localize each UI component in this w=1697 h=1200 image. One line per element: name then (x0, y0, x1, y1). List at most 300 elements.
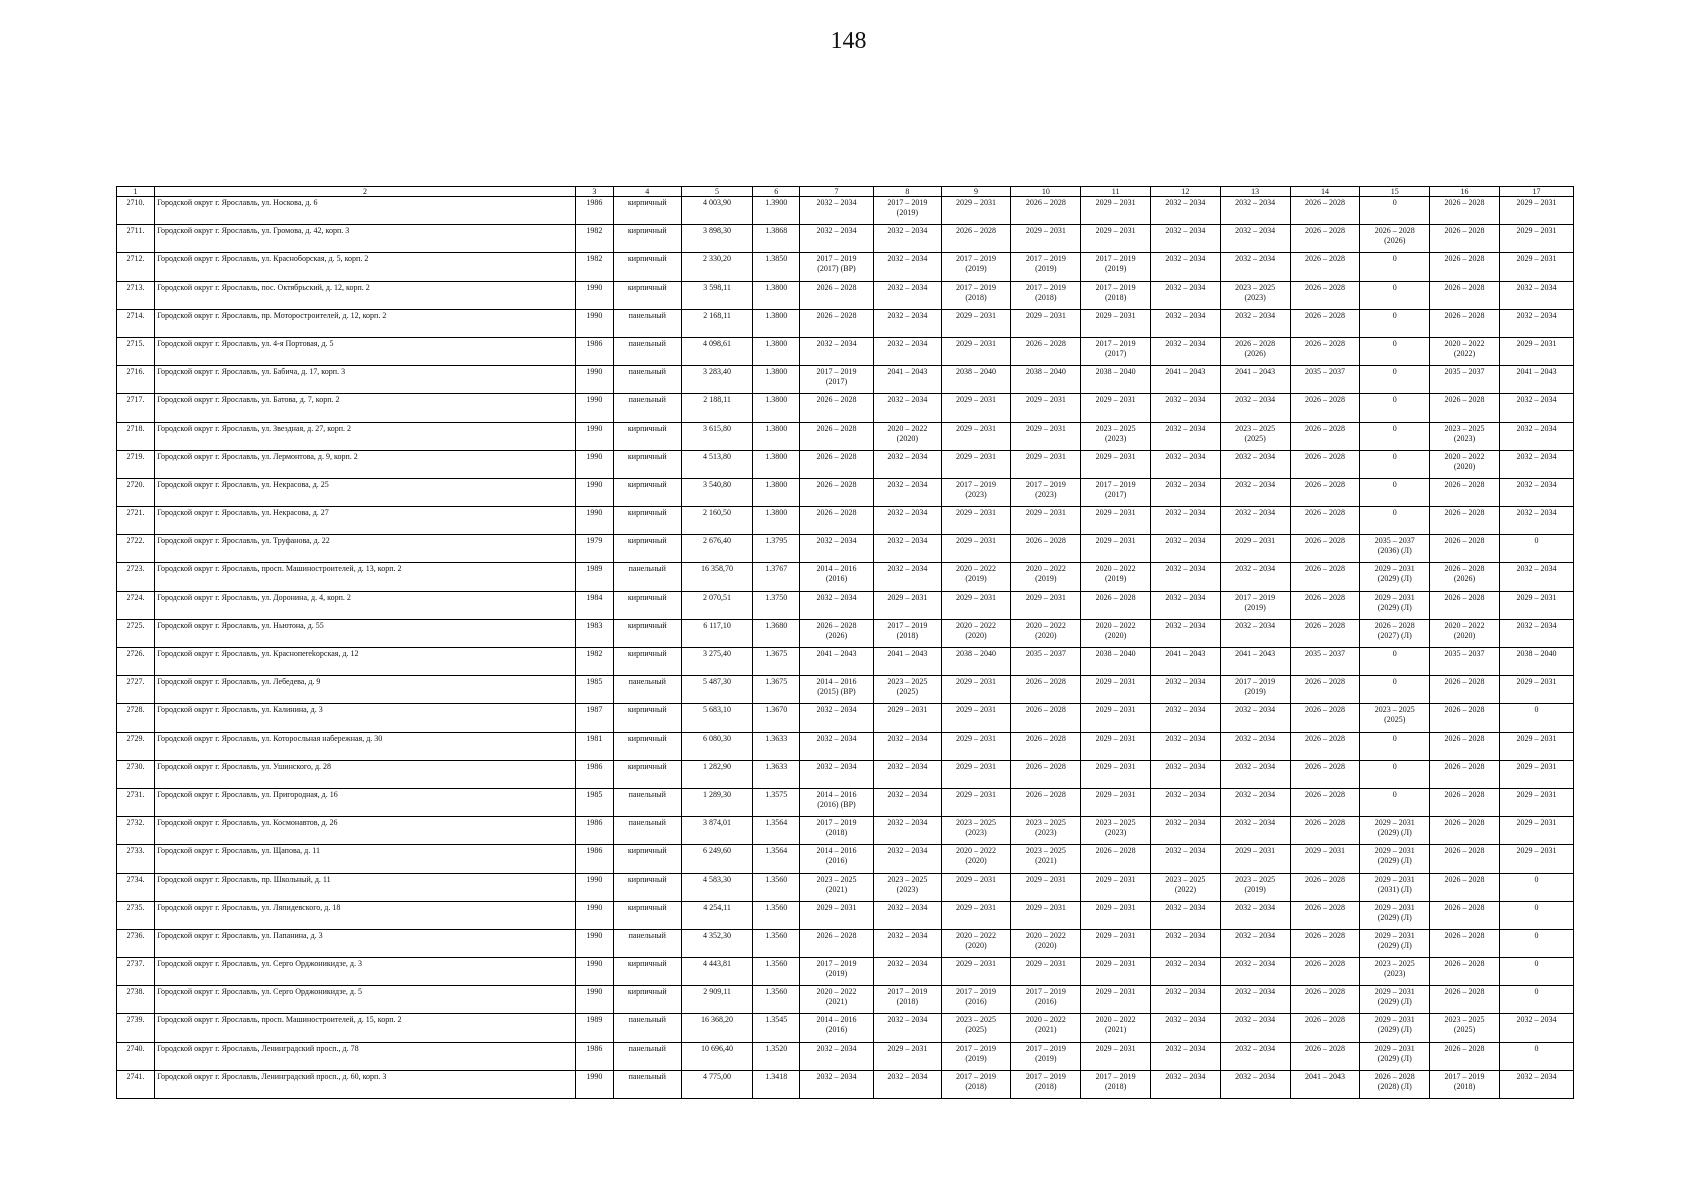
table-cell-col-13: 2017 – 2019 (2019) (1220, 676, 1290, 704)
table-cell-col-2: Городской округ г. Ярославль, ул. Звездная, д. 27, корп. 2 (155, 422, 576, 450)
table-cell-col-1: 2713. (117, 281, 155, 309)
table-cell-col-3: 1989 (575, 563, 613, 591)
table-cell-col-14: 2026 – 2028 (1290, 253, 1360, 281)
table-cell-col-10: 2020 – 2022 (2020) (1011, 619, 1081, 647)
table-cell-col-1: 2720. (117, 478, 155, 506)
table-cell-col-15: 0 (1360, 507, 1430, 535)
table-cell-col-17: 2029 – 2031 (1499, 197, 1573, 225)
table-cell-col-1: 2736. (117, 929, 155, 957)
table-cell-col-15: 0 (1360, 366, 1430, 394)
table-cell-col-2: Городской округ г. Ярославль, ул. Громова, д. 42, корп. 3 (155, 225, 576, 253)
table-row (117, 309, 1574, 337)
table-cell-col-17: 2032 – 2034 (1499, 1070, 1573, 1098)
table-cell-col-5: 6 080,30 (681, 732, 753, 760)
table-row (117, 676, 1574, 704)
column-header-9: 9 (941, 187, 1011, 197)
table-cell-col-14: 2041 – 2043 (1290, 1070, 1360, 1098)
table-cell-col-6: 1.3800 (753, 507, 800, 535)
table-cell-col-2: Городской округ г. Ярославль, ул. Серго Орджоникидзе, д. 5 (155, 986, 576, 1014)
table-cell-col-14: 2026 – 2028 (1290, 197, 1360, 225)
table-cell-col-9: 2029 – 2031 (941, 704, 1011, 732)
table-cell-col-5: 4 513,80 (681, 450, 753, 478)
table-cell-col-12: 2032 – 2034 (1151, 732, 1221, 760)
column-header-7: 7 (800, 187, 874, 197)
table-cell-col-15: 2023 – 2025 (2023) (1360, 958, 1430, 986)
table-cell-col-17: 2038 – 2040 (1499, 648, 1573, 676)
table-cell-col-7: 2014 – 2016 (2016) (800, 1014, 874, 1042)
table-cell-col-16: 2026 – 2028 (1430, 676, 1500, 704)
table-cell-col-4: кирпичный (613, 197, 681, 225)
table-cell-col-8: 2020 – 2022 (2020) (874, 422, 942, 450)
table-cell-col-6: 1.3800 (753, 394, 800, 422)
table-cell-col-6: 1.3900 (753, 197, 800, 225)
table-cell-col-5: 4 003,90 (681, 197, 753, 225)
table-cell-col-6: 1.3670 (753, 704, 800, 732)
table-cell-col-2: Городской округ г. Ярославль, ул. 4-я Портовая, д. 5 (155, 337, 576, 365)
table-cell-col-4: кирпичный (613, 619, 681, 647)
table-cell-col-15: 0 (1360, 281, 1430, 309)
table-cell-col-15: 0 (1360, 648, 1430, 676)
table-cell-col-9: 2029 – 2031 (941, 197, 1011, 225)
table-cell-col-15: 2029 – 2031 (2029) (Л) (1360, 845, 1430, 873)
table-cell-col-2: Городской округ г. Ярославль, ул. Некрасова, д. 25 (155, 478, 576, 506)
table-cell-col-9: 2029 – 2031 (941, 901, 1011, 929)
table-cell-col-4: кирпичный (613, 422, 681, 450)
table-cell-col-15: 0 (1360, 309, 1430, 337)
table-cell-col-13: 2032 – 2034 (1220, 704, 1290, 732)
table-cell-col-8: 2032 – 2034 (874, 281, 942, 309)
table-row (117, 394, 1574, 422)
table-cell-col-1: 2735. (117, 901, 155, 929)
table-cell-col-16: 2026 – 2028 (1430, 253, 1500, 281)
table-cell-col-10: 2026 – 2028 (1011, 732, 1081, 760)
table-cell-col-12: 2032 – 2034 (1151, 591, 1221, 619)
table-cell-col-8: 2032 – 2034 (874, 507, 942, 535)
table-cell-col-17: 0 (1499, 929, 1573, 957)
table-cell-col-17: 2029 – 2031 (1499, 732, 1573, 760)
table-cell-col-11: 2023 – 2025 (2023) (1081, 422, 1151, 450)
table-cell-col-8: 2032 – 2034 (874, 309, 942, 337)
table-cell-col-13: 2032 – 2034 (1220, 1042, 1290, 1070)
table-cell-col-9: 2017 – 2019 (2018) (941, 281, 1011, 309)
table-cell-col-7: 2017 – 2019 (2018) (800, 817, 874, 845)
table-cell-col-2: Городской округ г. Ярославль, ул. Лебедева, д. 9 (155, 676, 576, 704)
table-cell-col-8: 2017 – 2019 (2018) (874, 986, 942, 1014)
table-cell-col-5: 6 117,10 (681, 619, 753, 647)
table-cell-col-16: 2026 – 2028 (1430, 478, 1500, 506)
table-cell-col-3: 1986 (575, 760, 613, 788)
table-cell-col-8: 2032 – 2034 (874, 253, 942, 281)
table-cell-col-5: 4 254,11 (681, 901, 753, 929)
table-cell-col-2: Городской округ г. Ярославль, ул. Папанина, д. 3 (155, 929, 576, 957)
table-cell-col-9: 2038 – 2040 (941, 648, 1011, 676)
table-row (117, 788, 1574, 816)
table-cell-col-9: 2029 – 2031 (941, 535, 1011, 563)
table-cell-col-5: 2 909,11 (681, 986, 753, 1014)
table-cell-col-4: кирпичный (613, 225, 681, 253)
table-cell-col-17: 2032 – 2034 (1499, 1014, 1573, 1042)
table-cell-col-2: Городской округ г. Ярославль, ул. Пригородная, д. 16 (155, 788, 576, 816)
table-cell-col-16: 2026 – 2028 (1430, 1042, 1500, 1070)
table-cell-col-5: 3 540,80 (681, 478, 753, 506)
table-cell-col-16: 2026 – 2028 (1430, 704, 1500, 732)
table-cell-col-13: 2032 – 2034 (1220, 732, 1290, 760)
table-cell-col-17: 2029 – 2031 (1499, 225, 1573, 253)
table-cell-col-14: 2026 – 2028 (1290, 225, 1360, 253)
table-cell-col-14: 2026 – 2028 (1290, 507, 1360, 535)
table-cell-col-4: кирпичный (613, 760, 681, 788)
table-cell-col-12: 2032 – 2034 (1151, 704, 1221, 732)
table-cell-col-10: 2029 – 2031 (1011, 958, 1081, 986)
table-cell-col-11: 2029 – 2031 (1081, 450, 1151, 478)
table-cell-col-7: 2026 – 2028 (800, 281, 874, 309)
table-cell-col-6: 1.3560 (753, 929, 800, 957)
table-cell-col-8: 2032 – 2034 (874, 929, 942, 957)
table-cell-col-2: Городской округ г. Ярославль, пос. Октябрьский, д. 12, корп. 2 (155, 281, 576, 309)
table-cell-col-3: 1986 (575, 337, 613, 365)
table-cell-col-9: 2029 – 2031 (941, 676, 1011, 704)
table-cell-col-5: 4 775,00 (681, 1070, 753, 1098)
table-cell-col-1: 2726. (117, 648, 155, 676)
column-header-6: 6 (753, 187, 800, 197)
table-row (117, 225, 1574, 253)
table-cell-col-7: 2014 – 2016 (2016) (800, 563, 874, 591)
table-cell-col-1: 2722. (117, 535, 155, 563)
table-cell-col-8: 2032 – 2034 (874, 337, 942, 365)
column-header-1: 1 (117, 187, 155, 197)
table-cell-col-11: 2029 – 2031 (1081, 732, 1151, 760)
table-row (117, 958, 1574, 986)
table-cell-col-14: 2026 – 2028 (1290, 619, 1360, 647)
table-cell-col-1: 2728. (117, 704, 155, 732)
table-row (117, 901, 1574, 929)
table-cell-col-10: 2017 – 2019 (2019) (1011, 253, 1081, 281)
table-cell-col-1: 2714. (117, 309, 155, 337)
table-cell-col-8: 2041 – 2043 (874, 366, 942, 394)
table-cell-col-9: 2020 – 2022 (2020) (941, 619, 1011, 647)
table-cell-col-2: Городской округ г. Ярославль, просп. Машиностроителей, д. 13, корп. 2 (155, 563, 576, 591)
table-cell-col-9: 2020 – 2022 (2019) (941, 563, 1011, 591)
table-cell-col-9: 2029 – 2031 (941, 309, 1011, 337)
table-cell-col-6: 1.3767 (753, 563, 800, 591)
table-cell-col-13: 2032 – 2034 (1220, 478, 1290, 506)
table-cell-col-11: 2017 – 2019 (2018) (1081, 1070, 1151, 1098)
table-cell-col-15: 0 (1360, 788, 1430, 816)
table-cell-col-2: Городской округ г. Ярославль, Ленинградский просп., д. 60, корп. 3 (155, 1070, 576, 1098)
table-cell-col-8: 2032 – 2034 (874, 478, 942, 506)
table-row (117, 507, 1574, 535)
table-cell-col-16: 2026 – 2028 (1430, 986, 1500, 1014)
table-cell-col-3: 1983 (575, 619, 613, 647)
table-cell-col-16: 2026 – 2028 (1430, 817, 1500, 845)
table-cell-col-12: 2032 – 2034 (1151, 225, 1221, 253)
table-cell-col-13: 2032 – 2034 (1220, 197, 1290, 225)
table-cell-col-13: 2032 – 2034 (1220, 563, 1290, 591)
column-header-11: 11 (1081, 187, 1151, 197)
table-cell-col-2: Городской округ г. Ярославль, ул. Лермонтова, д. 9, корп. 2 (155, 450, 576, 478)
table-cell-col-3: 1990 (575, 507, 613, 535)
table-cell-col-11: 2017 – 2019 (2018) (1081, 281, 1151, 309)
table-cell-col-14: 2026 – 2028 (1290, 676, 1360, 704)
table-cell-col-10: 2026 – 2028 (1011, 704, 1081, 732)
table-cell-col-2: Городской округ г. Ярославль, ул. Калинина, д. 3 (155, 704, 576, 732)
column-header-5: 5 (681, 187, 753, 197)
table-cell-col-4: панельный (613, 788, 681, 816)
table-cell-col-16: 2023 – 2025 (2025) (1430, 1014, 1500, 1042)
table-cell-col-7: 2032 – 2034 (800, 197, 874, 225)
table-cell-col-7: 2026 – 2028 (800, 422, 874, 450)
table-cell-col-7: 2041 – 2043 (800, 648, 874, 676)
table-row (117, 478, 1574, 506)
table-cell-col-5: 2 160,50 (681, 507, 753, 535)
table-cell-col-3: 1990 (575, 422, 613, 450)
table-cell-col-13: 2032 – 2034 (1220, 901, 1290, 929)
table-cell-col-8: 2032 – 2034 (874, 563, 942, 591)
table-cell-col-12: 2032 – 2034 (1151, 1014, 1221, 1042)
table-cell-col-3: 1985 (575, 788, 613, 816)
table-cell-col-12: 2032 – 2034 (1151, 788, 1221, 816)
table-cell-col-6: 1.3560 (753, 958, 800, 986)
table-cell-col-17: 2029 – 2031 (1499, 788, 1573, 816)
table-cell-col-10: 2026 – 2028 (1011, 337, 1081, 365)
table-cell-col-4: панельный (613, 337, 681, 365)
table-cell-col-9: 2029 – 2031 (941, 788, 1011, 816)
table-cell-col-13: 2026 – 2028 (2026) (1220, 337, 1290, 365)
table-cell-col-7: 2026 – 2028 (800, 450, 874, 478)
table-cell-col-5: 2 168,11 (681, 309, 753, 337)
column-header-17: 17 (1499, 187, 1573, 197)
table-cell-col-10: 2029 – 2031 (1011, 591, 1081, 619)
table-cell-col-2: Городской округ г. Ярославль, пр. Школьный, д. 11 (155, 873, 576, 901)
table-cell-col-3: 1990 (575, 986, 613, 1014)
table-cell-col-13: 2032 – 2034 (1220, 817, 1290, 845)
table-cell-col-1: 2727. (117, 676, 155, 704)
table-cell-col-6: 1.3800 (753, 366, 800, 394)
table-cell-col-11: 2029 – 2031 (1081, 901, 1151, 929)
table-cell-col-16: 2026 – 2028 (1430, 507, 1500, 535)
table-cell-col-2: Городской округ г. Ярославль, ул. Бабича, д. 17, корп. 3 (155, 366, 576, 394)
table-row (117, 422, 1574, 450)
table-cell-col-13: 2023 – 2025 (2023) (1220, 281, 1290, 309)
table-cell-col-10: 2035 – 2037 (1011, 648, 1081, 676)
table-cell-col-2: Городской округ г. Ярославль, ул. Труфанова, д. 22 (155, 535, 576, 563)
table-cell-col-17: 2029 – 2031 (1499, 591, 1573, 619)
table-cell-col-1: 2734. (117, 873, 155, 901)
table-cell-col-17: 0 (1499, 873, 1573, 901)
table-row (117, 732, 1574, 760)
table-cell-col-6: 1.3800 (753, 337, 800, 365)
table-cell-col-8: 2032 – 2034 (874, 225, 942, 253)
table-cell-col-12: 2032 – 2034 (1151, 901, 1221, 929)
table-cell-col-12: 2032 – 2034 (1151, 929, 1221, 957)
table-cell-col-2: Городской округ г. Ярославль, ул. Космонавтов, д. 26 (155, 817, 576, 845)
table-cell-col-10: 2029 – 2031 (1011, 225, 1081, 253)
table-cell-col-12: 2032 – 2034 (1151, 422, 1221, 450)
table-cell-col-12: 2041 – 2043 (1151, 648, 1221, 676)
table-cell-col-14: 2026 – 2028 (1290, 309, 1360, 337)
table-cell-col-4: кирпичный (613, 253, 681, 281)
table-cell-col-5: 3 598,11 (681, 281, 753, 309)
table-cell-col-12: 2032 – 2034 (1151, 450, 1221, 478)
table-cell-col-4: панельный (613, 1042, 681, 1070)
table-cell-col-9: 2017 – 2019 (2023) (941, 478, 1011, 506)
table-row (117, 704, 1574, 732)
table-cell-col-14: 2026 – 2028 (1290, 535, 1360, 563)
table-cell-col-13: 2032 – 2034 (1220, 788, 1290, 816)
table-cell-col-8: 2029 – 2031 (874, 704, 942, 732)
table-cell-col-7: 2032 – 2034 (800, 1042, 874, 1070)
table-cell-col-9: 2029 – 2031 (941, 507, 1011, 535)
table-cell-col-11: 2029 – 2031 (1081, 704, 1151, 732)
table-cell-col-5: 1 289,30 (681, 788, 753, 816)
table-cell-col-3: 1986 (575, 845, 613, 873)
table-cell-col-15: 0 (1360, 450, 1430, 478)
table-cell-col-4: панельный (613, 366, 681, 394)
table-cell-col-1: 2715. (117, 337, 155, 365)
table-row (117, 563, 1574, 591)
table-cell-col-10: 2017 – 2019 (2016) (1011, 986, 1081, 1014)
table-cell-col-9: 2029 – 2031 (941, 732, 1011, 760)
table-cell-col-13: 2029 – 2031 (1220, 845, 1290, 873)
table-cell-col-3: 1981 (575, 732, 613, 760)
table-cell-col-8: 2032 – 2034 (874, 450, 942, 478)
table-cell-col-16: 2035 – 2037 (1430, 366, 1500, 394)
table-cell-col-1: 2718. (117, 422, 155, 450)
table-cell-col-11: 2020 – 2022 (2020) (1081, 619, 1151, 647)
table-cell-col-11: 2020 – 2022 (2021) (1081, 1014, 1151, 1042)
table-cell-col-16: 2026 – 2028 (1430, 225, 1500, 253)
table-cell-col-3: 1990 (575, 309, 613, 337)
table-cell-col-2: Городской округ г. Ярославль, ул. Красноборская, д. 5, корп. 2 (155, 253, 576, 281)
table-cell-col-15: 0 (1360, 337, 1430, 365)
table-cell-col-13: 2041 – 2043 (1220, 366, 1290, 394)
column-header-8: 8 (874, 187, 942, 197)
data-table-container (116, 186, 1574, 1099)
table-cell-col-9: 2038 – 2040 (941, 366, 1011, 394)
table-cell-col-16: 2020 – 2022 (2020) (1430, 450, 1500, 478)
table-cell-col-7: 2014 – 2016 (2016) (ВР) (800, 788, 874, 816)
table-cell-col-11: 2026 – 2028 (1081, 845, 1151, 873)
table-cell-col-12: 2032 – 2034 (1151, 760, 1221, 788)
table-cell-col-4: кирпичный (613, 478, 681, 506)
table-cell-col-6: 1.3575 (753, 788, 800, 816)
table-row (117, 845, 1574, 873)
table-cell-col-14: 2026 – 2028 (1290, 760, 1360, 788)
table-cell-col-14: 2026 – 2028 (1290, 732, 1360, 760)
table-cell-col-1: 2730. (117, 760, 155, 788)
table-cell-col-4: кирпичный (613, 845, 681, 873)
table-cell-col-10: 2029 – 2031 (1011, 507, 1081, 535)
column-header-3: 3 (575, 187, 613, 197)
table-cell-col-1: 2719. (117, 450, 155, 478)
table-cell-col-11: 2029 – 2031 (1081, 535, 1151, 563)
table-cell-col-5: 4 098,61 (681, 337, 753, 365)
table-cell-col-14: 2026 – 2028 (1290, 817, 1360, 845)
table-cell-col-9: 2029 – 2031 (941, 337, 1011, 365)
table-cell-col-10: 2029 – 2031 (1011, 394, 1081, 422)
table-cell-col-16: 2026 – 2028 (1430, 591, 1500, 619)
table-cell-col-9: 2029 – 2031 (941, 873, 1011, 901)
table-cell-col-17: 0 (1499, 901, 1573, 929)
table-cell-col-14: 2026 – 2028 (1290, 1014, 1360, 1042)
table-cell-col-5: 2 676,40 (681, 535, 753, 563)
table-row (117, 986, 1574, 1014)
table-cell-col-8: 2032 – 2034 (874, 732, 942, 760)
table-cell-col-17: 2029 – 2031 (1499, 253, 1573, 281)
table-row (117, 817, 1574, 845)
table-cell-col-11: 2038 – 2040 (1081, 648, 1151, 676)
table-cell-col-14: 2026 – 2028 (1290, 591, 1360, 619)
table-row (117, 1014, 1574, 1042)
table-cell-col-12: 2032 – 2034 (1151, 958, 1221, 986)
table-cell-col-7: 2026 – 2028 (800, 309, 874, 337)
table-cell-col-10: 2023 – 2025 (2023) (1011, 817, 1081, 845)
table-cell-col-6: 1.3560 (753, 986, 800, 1014)
table-cell-col-12: 2023 – 2025 (2022) (1151, 873, 1221, 901)
table-cell-col-13: 2032 – 2034 (1220, 253, 1290, 281)
table-cell-col-13: 2017 – 2019 (2019) (1220, 591, 1290, 619)
table-cell-col-8: 2032 – 2034 (874, 760, 942, 788)
table-cell-col-2: Городской округ г. Ярославль, Ленинградский просп., д. 78 (155, 1042, 576, 1070)
table-cell-col-3: 1990 (575, 394, 613, 422)
table-cell-col-12: 2032 – 2034 (1151, 507, 1221, 535)
table-cell-col-14: 2026 – 2028 (1290, 986, 1360, 1014)
table-cell-col-4: кирпичный (613, 958, 681, 986)
table-cell-col-5: 4 583,30 (681, 873, 753, 901)
table-cell-col-1: 2725. (117, 619, 155, 647)
table-cell-col-6: 1.3564 (753, 817, 800, 845)
table-cell-col-8: 2029 – 2031 (874, 1042, 942, 1070)
table-cell-col-17: 0 (1499, 704, 1573, 732)
table-header-row (117, 187, 1574, 197)
table-cell-col-9: 2029 – 2031 (941, 394, 1011, 422)
table-cell-col-3: 1979 (575, 535, 613, 563)
table-cell-col-8: 2023 – 2025 (2023) (874, 873, 942, 901)
table-cell-col-8: 2032 – 2034 (874, 394, 942, 422)
table-cell-col-17: 2032 – 2034 (1499, 619, 1573, 647)
table-cell-col-15: 2023 – 2025 (2025) (1360, 704, 1430, 732)
table-cell-col-17: 2032 – 2034 (1499, 450, 1573, 478)
table-cell-col-14: 2026 – 2028 (1290, 337, 1360, 365)
table-cell-col-5: 2 330,20 (681, 253, 753, 281)
table-cell-col-7: 2026 – 2028 (800, 507, 874, 535)
table-cell-col-14: 2026 – 2028 (1290, 1042, 1360, 1070)
table-cell-col-11: 2038 – 2040 (1081, 366, 1151, 394)
table-cell-col-4: панельный (613, 394, 681, 422)
table-cell-col-16: 2026 – 2028 (1430, 760, 1500, 788)
table-cell-col-9: 2023 – 2025 (2025) (941, 1014, 1011, 1042)
table-cell-col-10: 2020 – 2022 (2020) (1011, 929, 1081, 957)
table-cell-col-10: 2038 – 2040 (1011, 366, 1081, 394)
table-cell-col-9: 2029 – 2031 (941, 450, 1011, 478)
table-cell-col-6: 1.3633 (753, 732, 800, 760)
table-cell-col-1: 2711. (117, 225, 155, 253)
table-cell-col-3: 1986 (575, 197, 613, 225)
table-cell-col-12: 2032 – 2034 (1151, 563, 1221, 591)
table-cell-col-13: 2029 – 2031 (1220, 535, 1290, 563)
table-cell-col-7: 2032 – 2034 (800, 337, 874, 365)
table-cell-col-3: 1990 (575, 281, 613, 309)
table-cell-col-1: 2738. (117, 986, 155, 1014)
table-cell-col-12: 2032 – 2034 (1151, 619, 1221, 647)
table-cell-col-7: 2014 – 2016 (2016) (800, 845, 874, 873)
table-cell-col-3: 1990 (575, 366, 613, 394)
table-cell-col-17: 2032 – 2034 (1499, 507, 1573, 535)
table-cell-col-3: 1990 (575, 873, 613, 901)
table-cell-col-17: 0 (1499, 1042, 1573, 1070)
table-cell-col-5: 5 487,30 (681, 676, 753, 704)
table-cell-col-15: 2029 – 2031 (2029) (Л) (1360, 986, 1430, 1014)
